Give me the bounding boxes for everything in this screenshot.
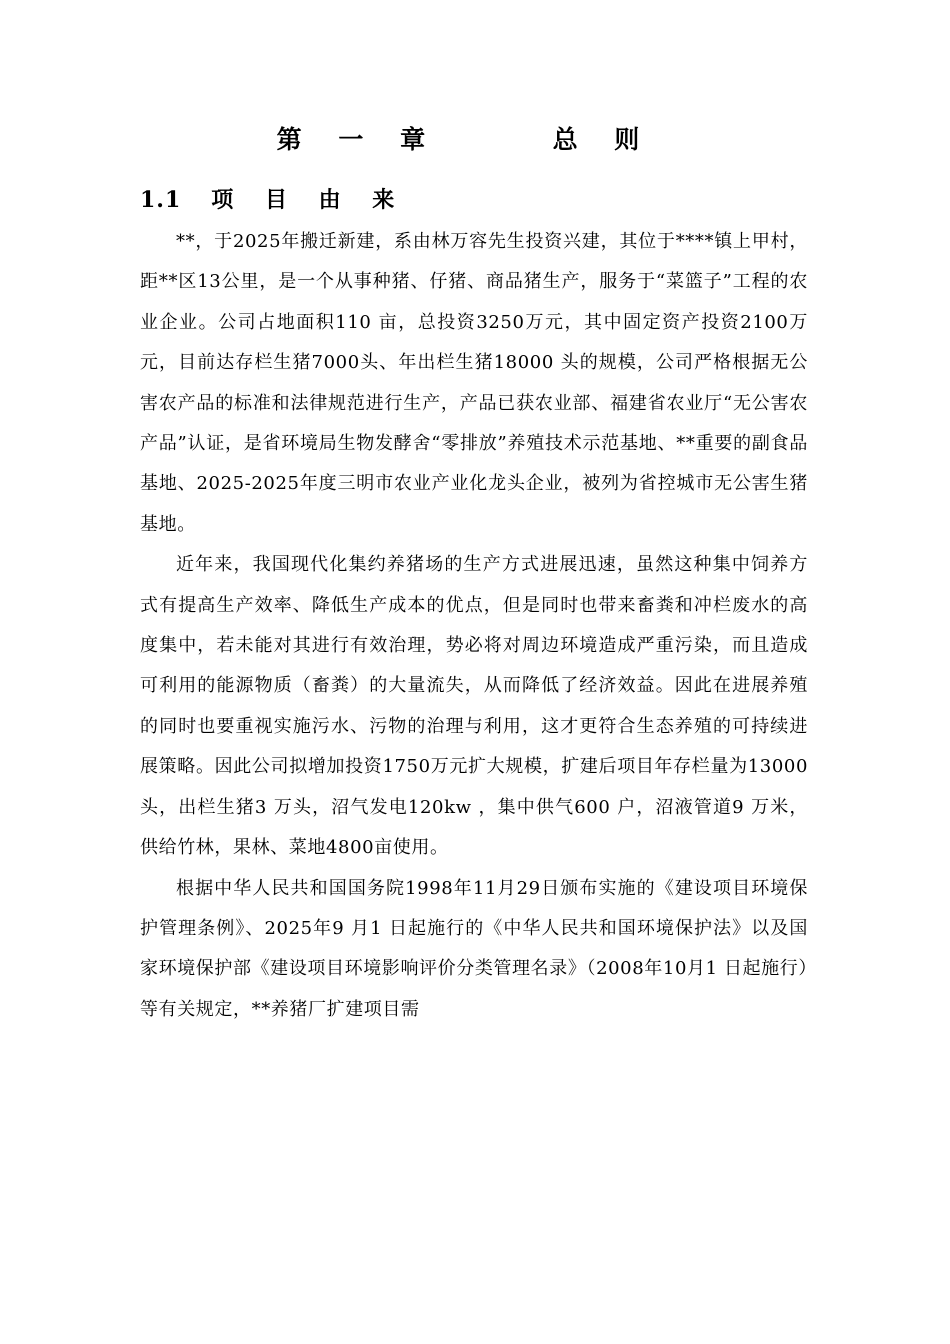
paragraph-project-background: **，于2025年搬迁新建，系由林万容先生投资兴建，其位于****镇上甲村，距**区13公里，是一个从事种猪、仔猪、商品猪生产，服务于“菜篮子”工程的农业企业。公司占地面积110 亩，总投资3250万元，其中固定资产投资2100万元，目前达存栏生猪7000头、年出栏生猪18000 头的规模，公司严格根据无公害农产品的标准和法律规范进行生产，产品已获农业部、福建省农业厅“无公害农产品”认证，是省环境局生物发酵舍“零排放”养殖技术示范基地、**重要的副食品基地、2025-2025年度三明市农业产业化龙头企业，被列为省控城市无公害生猪基地。 (140, 231, 808, 535)
chapter-title: 第 一 章 总 则 (276, 125, 654, 154)
section-title: 项 目 由 来 (211, 187, 407, 213)
section-heading (140, 180, 406, 220)
paragraph-pollution-context: 近年来，我国现代化集约养猪场的生产方式进展迅速，虽然这种集中饲养方式有提高生产效率、降低生产成本的优点，但是同时也带来畜粪和冲栏废水的高度集中，若未能对其进行有效治理，势必将对周边环境造成严重污染，而且造成可利用的能源物质（畜粪）的大量流失，从而降低了经济效益。因此在进展养殖的同时也要重视实施污水、污物的治理与利用，这才更符合生态养殖的可持续进展策略。因此公司拟增加投资1750万元扩大规模，扩建后项目年存栏量为13000头，出栏生猪3 万头，沼气发电120kw ，集中供气600 户，沼液管道9 万米，供给竹林，果林、菜地4800亩使用。 (140, 554, 808, 859)
section-number: 1.1 (140, 187, 182, 213)
body-text (140, 222, 808, 1030)
paragraph-regulations: 根据中华人民共和国国务院1998年11月29日颁布实施的《建设项目环境保护管理条例》、2025年9 月1 日起施行的《中华人民共和国环境保护法》以及国家环境保护部《建设项目环境影响评价分类管理名录》（2008年10月1 日起施行）等有关规定，**养猪厂扩建项目需 (140, 877, 808, 1020)
